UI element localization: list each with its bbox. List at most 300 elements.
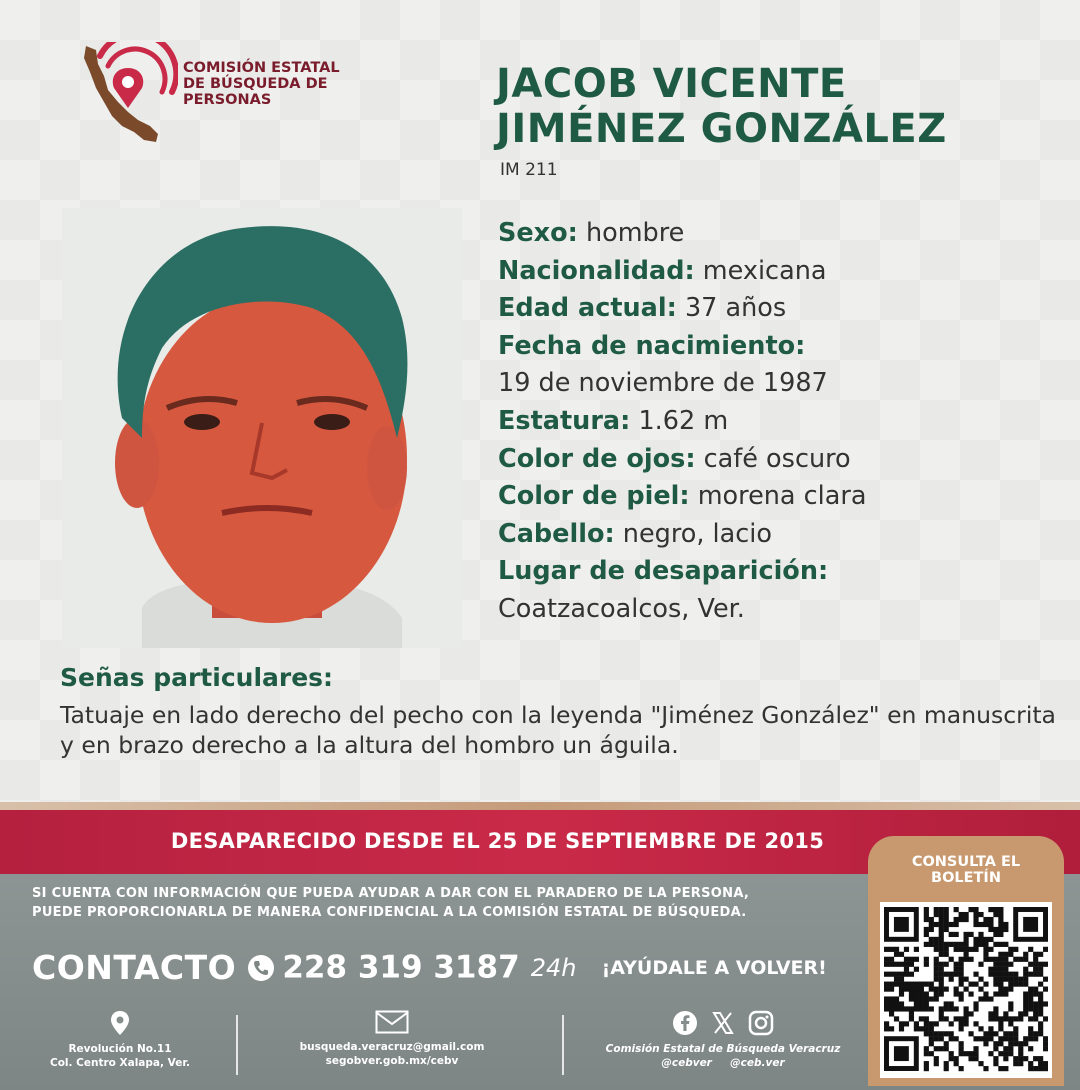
qr-module [959,1041,964,1046]
qr-module [959,912,964,917]
qr-module [993,932,998,937]
qr-module [983,917,988,922]
qr-module [1028,1016,1033,1021]
qr-module [934,1036,939,1041]
qr-module [939,917,944,922]
qr-module [934,987,939,992]
envelope-icon [375,1010,409,1034]
qr-module [998,1016,1003,1021]
qr-module [1033,962,1038,967]
qr-module [1023,982,1028,987]
qr-module [929,917,934,922]
qr-module [889,1006,894,1011]
qr-module [904,982,909,987]
qr-module [983,957,988,962]
qr-module [983,937,988,942]
qr-module [944,952,949,957]
qr-module [934,1021,939,1026]
qr-module [939,1011,944,1016]
organization-name: COMISIÓN ESTATAL DE BÚSQUEDA DE PERSONAS [183,60,340,108]
qr-module [1008,972,1013,977]
qr-module [973,912,978,917]
location-pin-icon [109,1010,131,1036]
qr-module [904,947,909,952]
qr-module [949,1031,954,1036]
qr-module [919,1026,924,1031]
qr-module [1003,1011,1008,1016]
qr-module [889,1026,894,1031]
detail-fecha-value: 19 de noviembre de 1987 [498,368,828,399]
qr-module [929,987,934,992]
qr-module [959,1066,964,1071]
qr-module [1018,1011,1023,1016]
qr-module [884,957,889,962]
qr-module [944,972,949,977]
qr-module [959,996,964,1001]
qr-module [993,1006,998,1011]
qr-module [1043,977,1048,982]
qr-module [983,1041,988,1046]
qr-module [959,1016,964,1021]
qr-module [1043,1016,1048,1021]
veracruz-map-location-pin-icon [78,42,178,146]
qr-module [929,996,934,1001]
qr-module [929,1006,934,1011]
qr-module [968,1031,973,1036]
qr-module [924,996,929,1001]
bulletin-qr-title: CONSULTA EL BOLETÍN [911,854,1021,886]
qr-module [904,962,909,967]
qr-module [944,947,949,952]
contact-phone-number[interactable]: 228 319 3187 [282,949,520,986]
qr-module [1008,1031,1013,1036]
qr-module [924,907,929,912]
qr-module [973,1046,978,1051]
qr-module [909,991,914,996]
qr-module [914,967,919,972]
qr-module [998,977,1003,982]
instagram-icon[interactable] [748,1010,774,1036]
qr-module [998,1021,1003,1026]
qr-module [998,932,1003,937]
qr-module [1003,922,1008,927]
qr-module [954,967,959,972]
qr-module [939,942,944,947]
qr-module [1033,1036,1038,1041]
qr-module [959,947,964,952]
qr-module [934,957,939,962]
qr-module [954,962,959,967]
qr-module [949,1001,954,1006]
qr-module [894,962,899,967]
qr-module [954,1006,959,1011]
qr-module [919,991,924,996]
qr-module [1018,977,1023,982]
qr-module [1008,1021,1013,1026]
qr-module [1003,991,1008,996]
qr-module [973,1036,978,1041]
qr-module [939,1016,944,1021]
qr-module [1008,947,1013,952]
qr-module [1033,1011,1038,1016]
detail-lugar-label: Lugar de desaparición: [498,556,829,587]
qr-module [983,922,988,927]
qr-module [1023,1056,1028,1061]
qr-module [978,996,983,1001]
qr-module [998,957,1003,962]
qr-module [889,987,894,992]
qr-module [1018,957,1023,962]
qr-module [988,972,993,977]
qr-module [954,987,959,992]
qr-module [944,987,949,992]
qr-module [899,982,904,987]
qr-module [1008,977,1013,982]
detail-cabello: Cabello: negro, lacio [498,518,772,549]
qr-module [954,972,959,977]
qr-module [939,907,944,912]
qr-module [894,947,899,952]
qr-module [1028,962,1033,967]
qr-module [899,977,904,982]
qr-module [1018,1046,1023,1051]
qr-module [929,937,934,942]
qr-module [968,947,973,952]
phone-icon [247,954,275,982]
qr-module [1013,1041,1018,1046]
qr-module [1003,967,1008,972]
qr-module [909,996,914,1001]
qr-module [914,957,919,962]
qr-module [944,1006,949,1011]
qr-module [983,1066,988,1071]
qr-module [1023,1041,1028,1046]
qr-module [1003,962,1008,967]
person-photo [62,208,462,648]
qr-module [949,922,954,927]
qr-module [944,1046,949,1051]
qr-module [1013,977,1018,982]
qr-module [968,957,973,962]
qr-module [968,982,973,987]
qr-module [1003,1056,1008,1061]
qr-module [964,1006,969,1011]
qr-module [889,957,894,962]
qr-module [1018,1016,1023,1021]
qr-module [934,972,939,977]
qr-module [959,967,964,972]
qr-module [949,932,954,937]
qr-module [924,932,929,937]
qr-module [959,1051,964,1056]
qr-module [1013,1031,1018,1036]
qr-module [924,1051,929,1056]
qr-module [964,942,969,947]
qr-module [998,927,1003,932]
qr-module [998,917,1003,922]
qr-module [1033,991,1038,996]
qr-module [939,937,944,942]
qr-module [978,977,983,982]
qr-module [934,962,939,967]
contact-line [32,948,827,992]
qr-module [1013,982,1018,987]
qr-module [968,1056,973,1061]
qr-module [894,972,899,977]
qr-module [909,962,914,967]
qr-module [949,1006,954,1011]
contact-label: CONTACTO [32,948,237,987]
case-id: IM 211 [500,160,558,180]
qr-module [929,982,934,987]
qr-module [924,991,929,996]
qr-module [934,1031,939,1036]
qr-module [964,917,969,922]
qr-module [988,1026,993,1031]
info-request-message: SI CUENTA CON INFORMACIÓN QUE PUEDA AYUDAR A DAR CON EL PARADERO DE LA PERSONA, PUEDE PROPORCIONARLA DE MANERA CONFIDENCIAL A LA COMISIÓN ESTATAL DE BÚSQUEDA. [32,886,750,920]
organization-logo [78,42,178,146]
qr-module [914,991,919,996]
qr-module [939,1031,944,1036]
qr-module [934,991,939,996]
qr-module [973,917,978,922]
qr-module [909,957,914,962]
qr-module [1003,1036,1008,1041]
qr-module [993,1031,998,1036]
qr-module [944,912,949,917]
qr-module [919,982,924,987]
qr-module [1028,996,1033,1001]
qr-module [993,1016,998,1021]
qr-module [959,957,964,962]
qr-module [949,1056,954,1061]
qr-module [988,1011,993,1016]
qr-module [959,1021,964,1026]
qr-module [924,1026,929,1031]
qr-module [924,1031,929,1036]
qr-module [954,947,959,952]
qr-module [964,957,969,962]
qr-module [954,1036,959,1041]
qr-module [904,1006,909,1011]
qr-module [934,1046,939,1051]
qr-module [919,996,924,1001]
qr-module [993,942,998,947]
qr-module [929,927,934,932]
qr-module [949,957,954,962]
facebook-icon[interactable] [672,1010,698,1036]
qr-finder-square [894,1046,909,1061]
qr-module [978,922,983,927]
qr-module [884,996,889,1001]
qr-module [939,972,944,977]
call-to-action: ¡AYÚDALE A VOLVER! [601,956,827,979]
qr-module [934,1061,939,1066]
qr-module [1013,1016,1018,1021]
qr-module [954,917,959,922]
qr-module [959,977,964,982]
qr-module [1023,1006,1028,1011]
qr-module [884,1021,889,1026]
qr-module [899,972,904,977]
qr-module [1008,962,1013,967]
qr-module [959,962,964,967]
qr-module [973,947,978,952]
x-icon[interactable] [710,1010,736,1036]
qr-module [998,1051,1003,1056]
qr-module [968,1011,973,1016]
qr-module [934,907,939,912]
qr-module [998,922,1003,927]
qr-module [884,1006,889,1011]
detail-edad: Edad actual: 37 años [498,293,787,324]
qr-module [894,1001,899,1006]
qr-module [899,952,904,957]
particular-marks-text: Tatuaje en lado derecho del pecho con la leyenda "Jiménez González" en manuscrita y en brazo derecho a la altura del hombro un águila. [60,701,1056,759]
qr-module [944,1001,949,1006]
qr-module [1008,1016,1013,1021]
qr-module [1003,1066,1008,1071]
qr-module [964,1051,969,1056]
qr-module [924,1016,929,1021]
missing-since-text: DESAPARECIDO DESDE EL 25 DE SEPTIEMBRE DE 2015 [170,829,825,853]
qr-module [993,1046,998,1051]
qr-module [909,1006,914,1011]
qr-module [934,922,939,927]
qr-module [919,1001,924,1006]
qr-module [939,1036,944,1041]
qr-module [968,932,973,937]
detail-fecha-label: Fecha de nacimiento: [498,330,806,361]
footer-email: busqueda.veracruz@gmail.com segobver.gob.mx/cebv [262,1010,522,1068]
qr-module [1028,1031,1033,1036]
qr-module [1023,967,1028,972]
detail-estatura: Estatura: 1.62 m [498,405,729,436]
qr-module [1008,1006,1013,1011]
qr-module [988,967,993,972]
qr-module [914,1001,919,1006]
qr-module [1028,1001,1033,1006]
qr-module [988,1036,993,1041]
qr-module [988,927,993,932]
qr-module [1023,977,1028,982]
qr-module [1033,972,1038,977]
qr-module [998,1036,1003,1041]
footer-social: Comisión Estatal de Búsqueda Veracruz @cebver @ceb.ver [590,1010,856,1070]
qr-module [1013,947,1018,952]
qr-module [1038,967,1043,972]
qr-module [1023,991,1028,996]
qr-module [998,987,1003,992]
qr-module [944,962,949,967]
qr-module [978,932,983,937]
qr-module [939,932,944,937]
qr-module [964,912,969,917]
qr-module [988,1031,993,1036]
qr-module [973,937,978,942]
person-name: JACOB VICENTE JIMÉNEZ GONZÁLEZ [496,61,947,152]
qr-module [899,1001,904,1006]
qr-module [929,1026,934,1031]
qr-module [998,1066,1003,1071]
qr-module [919,987,924,992]
qr-module [1038,1061,1043,1066]
qr-module [944,1031,949,1036]
qr-module [934,937,939,942]
qr-module [884,982,889,987]
qr-module [944,1061,949,1066]
particular-marks-title: Señas particulares: [60,663,334,692]
qr-module [998,972,1003,977]
qr-module [993,1011,998,1016]
qr-module [919,1006,924,1011]
qr-module [1033,1006,1038,1011]
qr-module [1038,1021,1043,1026]
qr-module [914,1006,919,1011]
qr-module [993,1041,998,1046]
qr-module [993,991,998,996]
qr-module [939,982,944,987]
qr-module [929,922,934,927]
qr-module [924,1021,929,1026]
qr-module [968,1051,973,1056]
qr-module [929,1021,934,1026]
qr-module [1033,1031,1038,1036]
qr-module [934,1056,939,1061]
qr-module [1033,1056,1038,1061]
qr-module [1033,967,1038,972]
qr-module [894,952,899,957]
qr-module [973,972,978,977]
qr-module [964,932,969,937]
qr-module [884,972,889,977]
decorative-stripe [0,802,1080,810]
qr-module [949,977,954,982]
qr-module [889,982,894,987]
qr-module [894,977,899,982]
qr-module [1043,1066,1048,1071]
detail-nacionalidad: Nacionalidad: mexicana [498,255,827,286]
qr-module [924,1061,929,1066]
qr-module [939,962,944,967]
qr-module [1008,1041,1013,1046]
qr-module [1033,952,1038,957]
qr-module [993,967,998,972]
qr-module [1033,987,1038,992]
qr-module [1028,1026,1033,1031]
qr-module [889,972,894,977]
qr-module [1038,952,1043,957]
qr-module [983,982,988,987]
qr-module [924,1006,929,1011]
qr-module [1028,972,1033,977]
qr-module [939,1046,944,1051]
qr-module [1013,1056,1018,1061]
qr-module [894,996,899,1001]
qr-module [1008,1046,1013,1051]
qr-module [904,1021,909,1026]
qr-module [1038,962,1043,967]
qr-module [954,932,959,937]
qr-module [964,1011,969,1016]
qr-module [1013,1061,1018,1066]
qr-module [1003,952,1008,957]
qr-module [899,991,904,996]
qr-module [949,1051,954,1056]
qr-code-icon[interactable] [884,907,1048,1073]
qr-module [1003,987,1008,992]
qr-module [998,982,1003,987]
